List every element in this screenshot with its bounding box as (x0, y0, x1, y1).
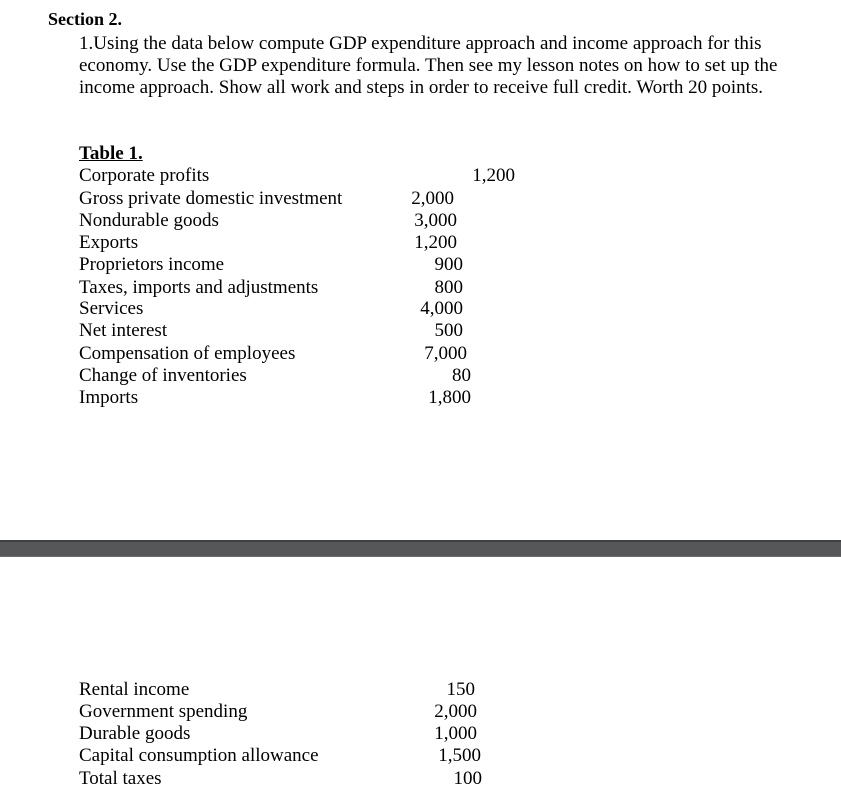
row-value: 900 (434, 254, 463, 275)
row-label: Proprietors income (79, 254, 225, 275)
row-value: 80 (452, 365, 471, 386)
row-label: Corporate profits (79, 165, 210, 186)
row-label: Government spending (79, 701, 248, 722)
row-label: Total taxes (79, 768, 162, 789)
page-break-divider (0, 540, 841, 557)
row-label: Nondurable goods (79, 210, 219, 231)
row-value: 100 (453, 768, 482, 789)
row-label: Compensation of employees (79, 343, 296, 364)
row-label: Rental income (79, 679, 190, 700)
row-label: Taxes, imports and adjustments (79, 277, 319, 298)
row-value: 2,000 (411, 188, 454, 209)
row-label: Services (79, 298, 144, 319)
table-title: Table 1. (79, 143, 143, 164)
row-label: Exports (79, 232, 139, 253)
row-label: Change of inventories (79, 365, 247, 386)
row-value: 800 (434, 277, 463, 298)
row-value: 3,000 (414, 210, 457, 231)
row-label: Net interest (79, 320, 168, 341)
row-label: Gross private domestic investment (79, 188, 343, 209)
row-value: 4,000 (420, 298, 463, 319)
section-heading: Section 2. (48, 9, 122, 29)
row-value: 7,000 (424, 343, 467, 364)
row-value: 1,200 (414, 232, 457, 253)
row-label: Durable goods (79, 723, 191, 744)
row-value: 2,000 (434, 701, 477, 722)
row-value: 1,200 (472, 165, 515, 186)
row-value: 500 (434, 320, 463, 341)
row-value: 1,800 (428, 387, 471, 408)
row-value: 1,500 (438, 745, 481, 766)
row-label: Imports (79, 387, 139, 408)
row-value: 1,000 (434, 723, 477, 744)
row-label: Capital consumption allowance (79, 745, 319, 766)
question-text: 1.Using the data below compute GDP expenditure approach and income approach for this economy. Use the GDP expenditure formula. Then see my lesson notes on how to set up the income approach. Show all work and steps in order to receive full credit. Worth 20 points. (79, 33, 778, 98)
row-value: 150 (446, 679, 475, 700)
